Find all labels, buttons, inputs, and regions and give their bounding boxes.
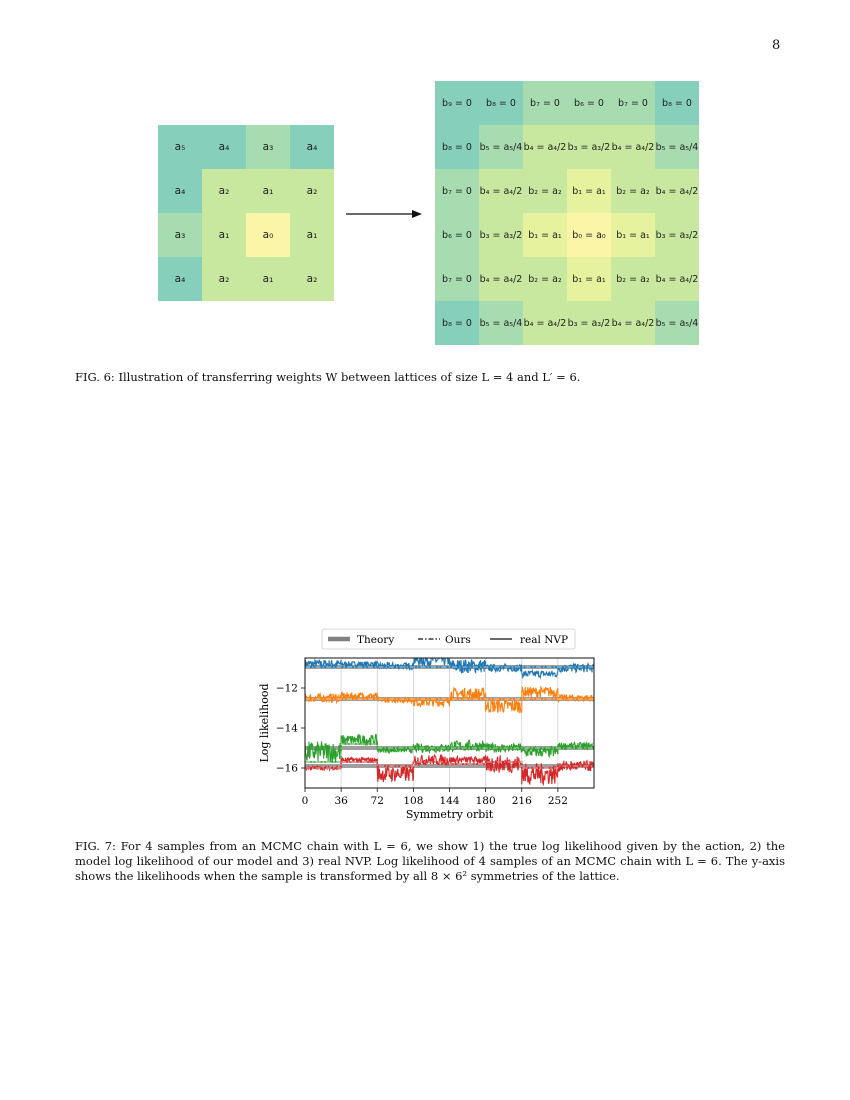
figure-6-caption: FIG. 6: Illustration of transferring weights W between lattices of size L = 4 and L′ = 6.	[75, 370, 581, 384]
lattice-small-cell: a₄	[290, 125, 334, 169]
lattice-large-cell: b₅ = a₅/4	[479, 301, 523, 345]
lattice-large-cell: b₈ = 0	[655, 81, 699, 125]
figure-7-caption: FIG. 7: For 4 samples from an MCMC chain with L = 6, we show 1) the true log likelihood given by the action, 2) the model log likelihood of our model and 3) real NVP. Log likelihood of 4 samples of an MCMC chain with L = 6. The y-axis shows the likelihoods when the sample is transformed by all 8 × 6² symmetries of the lattice.	[75, 839, 785, 883]
lattice-large-cell: b₁ = a₁	[523, 213, 567, 257]
lattice-large-cell: b₄ = a₄/2	[523, 125, 567, 169]
lattice-large-cell: b₇ = 0	[611, 81, 655, 125]
x-tick-label: 252	[547, 795, 568, 807]
lattice-large-cell: b₂ = a₂	[523, 169, 567, 213]
lattice-large-cell: b₁ = a₁	[567, 257, 611, 301]
chart-legend	[322, 629, 575, 649]
lattice-large-cell: b₄ = a₄/2	[479, 169, 523, 213]
lattice-small-cell: a₄	[158, 169, 202, 213]
lattice-large-cell: b₄ = a₄/2	[655, 257, 699, 301]
lattice-large-cell: b₄ = a₄/2	[611, 301, 655, 345]
lattice-small-cell: a₂	[202, 169, 246, 213]
lattice-large-cell: b₈ = 0	[435, 125, 479, 169]
lattice-small-cell: a₃	[158, 213, 202, 257]
y-tick-label: −12	[275, 682, 298, 695]
lattice-large-cell: b₄ = a₄/2	[655, 169, 699, 213]
lattice-large-cell: b₉ = 0	[435, 81, 479, 125]
lattice-small-cell: a₂	[290, 257, 334, 301]
log-likelihood-chart	[250, 625, 605, 825]
lattice-large-cell: b₃ = a₃/2	[567, 125, 611, 169]
lattice-small-cell: a₄	[158, 257, 202, 301]
x-tick-label: 108	[403, 795, 424, 807]
y-tick-label: −14	[275, 722, 298, 735]
x-axis-label: Symmetry orbit	[405, 808, 494, 821]
lattice-small-cell: a₁	[290, 213, 334, 257]
lattice-small-cell: a₂	[290, 169, 334, 213]
lattice-small-cell: a₀	[246, 213, 290, 257]
lattice-large-cell: b₇ = 0	[523, 81, 567, 125]
page-number: 8	[772, 38, 781, 53]
x-tick-label: 144	[439, 795, 460, 807]
transfer-arrow-icon	[344, 206, 424, 222]
lattice-large-cell: b₈ = 0	[479, 81, 523, 125]
lattice-large-cell: b₄ = a₄/2	[611, 125, 655, 169]
lattice-large-cell: b₈ = 0	[435, 301, 479, 345]
y-axis-label: Log likelihood	[258, 683, 271, 763]
y-tick-label: −16	[275, 762, 298, 775]
lattice-small-cell: a₄	[202, 125, 246, 169]
x-tick-label: 72	[370, 795, 384, 807]
lattice-large-cell: b₃ = a₃/2	[655, 213, 699, 257]
lattice-large-cell: b₂ = a₂	[611, 169, 655, 213]
lattice-large-cell: b₂ = a₂	[611, 257, 655, 301]
x-tick-label: 0	[301, 795, 309, 807]
lattice-large-cell: b₅ = a₅/4	[655, 301, 699, 345]
lattice-small-cell: a₂	[202, 257, 246, 301]
lattice-small-cell: a₅	[158, 125, 202, 169]
lattice-small-cell: a₁	[246, 257, 290, 301]
lattice-grid-small	[158, 125, 334, 301]
legend-label-ours: Ours	[445, 634, 471, 646]
lattice-small-cell: a₃	[246, 125, 290, 169]
lattice-large-cell: b₆ = 0	[435, 213, 479, 257]
x-tick-label: 180	[475, 795, 496, 807]
legend-label-real-nvp: real NVP	[520, 634, 569, 646]
lattice-small-cell: a₁	[246, 169, 290, 213]
lattice-large-cell: b₆ = 0	[567, 81, 611, 125]
y-axis-ticks	[276, 683, 305, 775]
x-axis-ticks	[302, 788, 568, 807]
lattice-large-cell: b₄ = a₄/2	[523, 301, 567, 345]
lattice-large-cell: b₅ = a₅/4	[655, 125, 699, 169]
x-tick-label: 216	[511, 795, 532, 807]
lattice-large-cell: b₅ = a₅/4	[479, 125, 523, 169]
lattice-large-cell: b₄ = a₄/2	[479, 257, 523, 301]
lattice-large-cell: b₁ = a₁	[567, 169, 611, 213]
lattice-large-cell: b₀ = a₀	[567, 213, 611, 257]
lattice-large-cell: b₃ = a₃/2	[567, 301, 611, 345]
lattice-large-cell: b₁ = a₁	[611, 213, 655, 257]
legend-label-theory: Theory	[357, 634, 395, 646]
lattice-large-cell: b₇ = 0	[435, 169, 479, 213]
lattice-large-cell: b₂ = a₂	[523, 257, 567, 301]
x-tick-label: 36	[334, 795, 348, 807]
lattice-small-cell: a₁	[202, 213, 246, 257]
lattice-large-cell: b₃ = a₃/2	[479, 213, 523, 257]
lattice-large-cell: b₇ = 0	[435, 257, 479, 301]
lattice-grid-large	[435, 81, 699, 345]
